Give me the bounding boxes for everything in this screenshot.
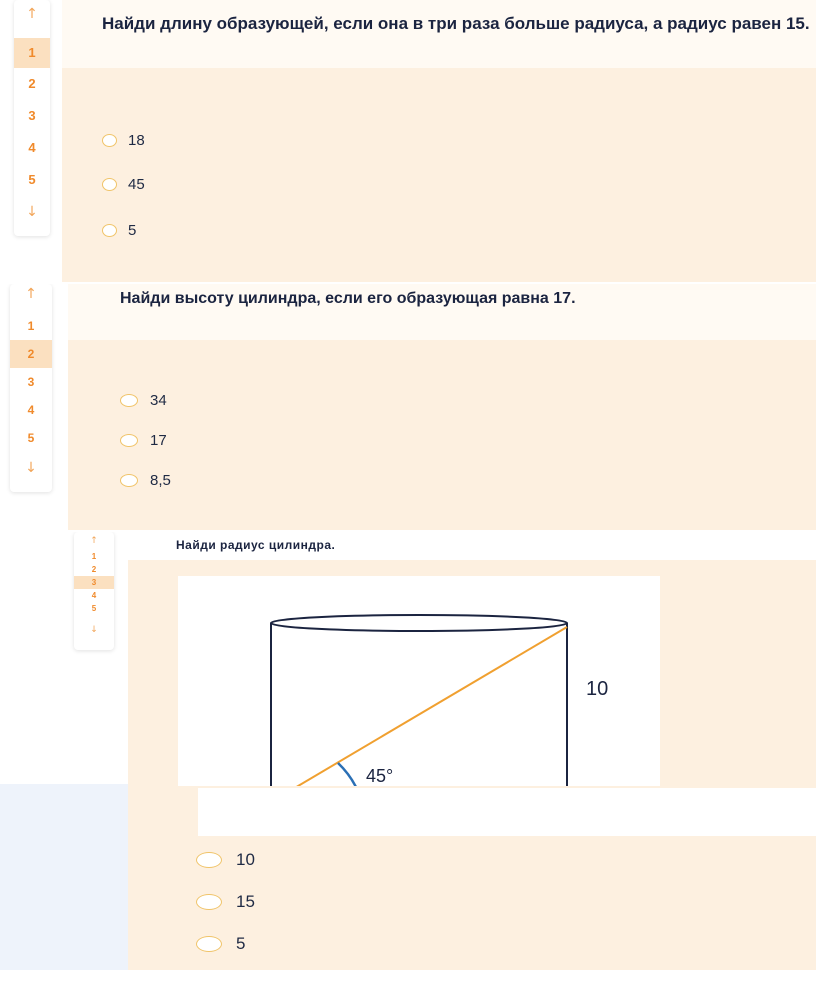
radio-button[interactable] [196,852,222,868]
question-nav [14,0,50,236]
question-header [62,0,816,68]
nav-item-4[interactable]: 4 [28,140,36,155]
question-header [128,532,816,560]
cylinder-top [271,615,567,631]
question-panel-1 [0,0,816,282]
question-nav [74,532,114,650]
radio-button[interactable] [196,936,222,952]
arrow-down-icon[interactable]: ↓ [26,204,38,220]
cylinder-figure [178,576,660,786]
question-nav [10,284,52,492]
question-text: Найди радиус цилиндра. [176,538,336,552]
radio-button[interactable] [120,394,138,407]
nav-item-2[interactable]: 2 [28,76,36,91]
height-label: 10 [586,678,609,700]
radio-button[interactable] [120,474,138,487]
figure-card [178,576,660,786]
nav-item-5[interactable]: 5 [91,604,97,613]
radio-button[interactable] [196,894,222,910]
question-text: Найди высоту цилиндра, если его образующая равна 17. [120,290,576,307]
radio-button[interactable] [102,224,117,237]
question-panel-3 [0,532,816,970]
answer-option[interactable]: 5 [102,222,136,239]
arrow-down-icon[interactable]: ↓ [90,625,98,635]
nav-item-2[interactable]: 2 [10,340,52,368]
nav-item-5[interactable]: 5 [28,172,36,187]
question-text: Найди длину образующей, если она в три раза больше радиуса, а радиус равен 15. [102,14,810,33]
nav-item-3[interactable]: 3 [27,375,35,389]
nav-item-1[interactable]: 1 [14,38,50,68]
answer-option[interactable]: 34 [120,392,167,409]
answer-option[interactable]: 8,5 [120,472,171,489]
answer-option[interactable]: 17 [120,432,167,449]
diagonal-line [271,627,567,786]
arrow-up-icon[interactable]: ↑ [90,536,98,546]
answer-option[interactable]: 45 [102,176,145,193]
question-header [68,284,816,340]
answer-area-top [198,788,816,836]
radio-button[interactable] [102,178,117,191]
answer-option[interactable]: 5 [196,934,245,954]
answer-option[interactable]: 10 [196,850,255,870]
arrow-up-icon[interactable]: ↑ [26,6,38,22]
nav-item-1[interactable]: 1 [91,552,97,561]
nav-item-4[interactable]: 4 [91,591,97,600]
nav-item-3[interactable]: 3 [28,108,36,123]
question-panel-2 [0,284,816,530]
nav-item-4[interactable]: 4 [27,403,35,417]
angle-label: 45° [366,766,394,786]
nav-item-1[interactable]: 1 [27,319,35,333]
nav-item-3[interactable]: 3 [74,576,114,589]
arrow-up-icon[interactable]: ↑ [25,286,37,302]
nav-item-5[interactable]: 5 [27,431,35,445]
angle-arc [338,763,362,786]
arrow-down-icon[interactable]: ↓ [25,460,37,476]
answer-option[interactable]: 15 [196,892,255,912]
radio-button[interactable] [120,434,138,447]
nav-item-2[interactable]: 2 [91,565,97,574]
answer-option[interactable]: 18 [102,132,145,149]
radio-button[interactable] [102,134,117,147]
